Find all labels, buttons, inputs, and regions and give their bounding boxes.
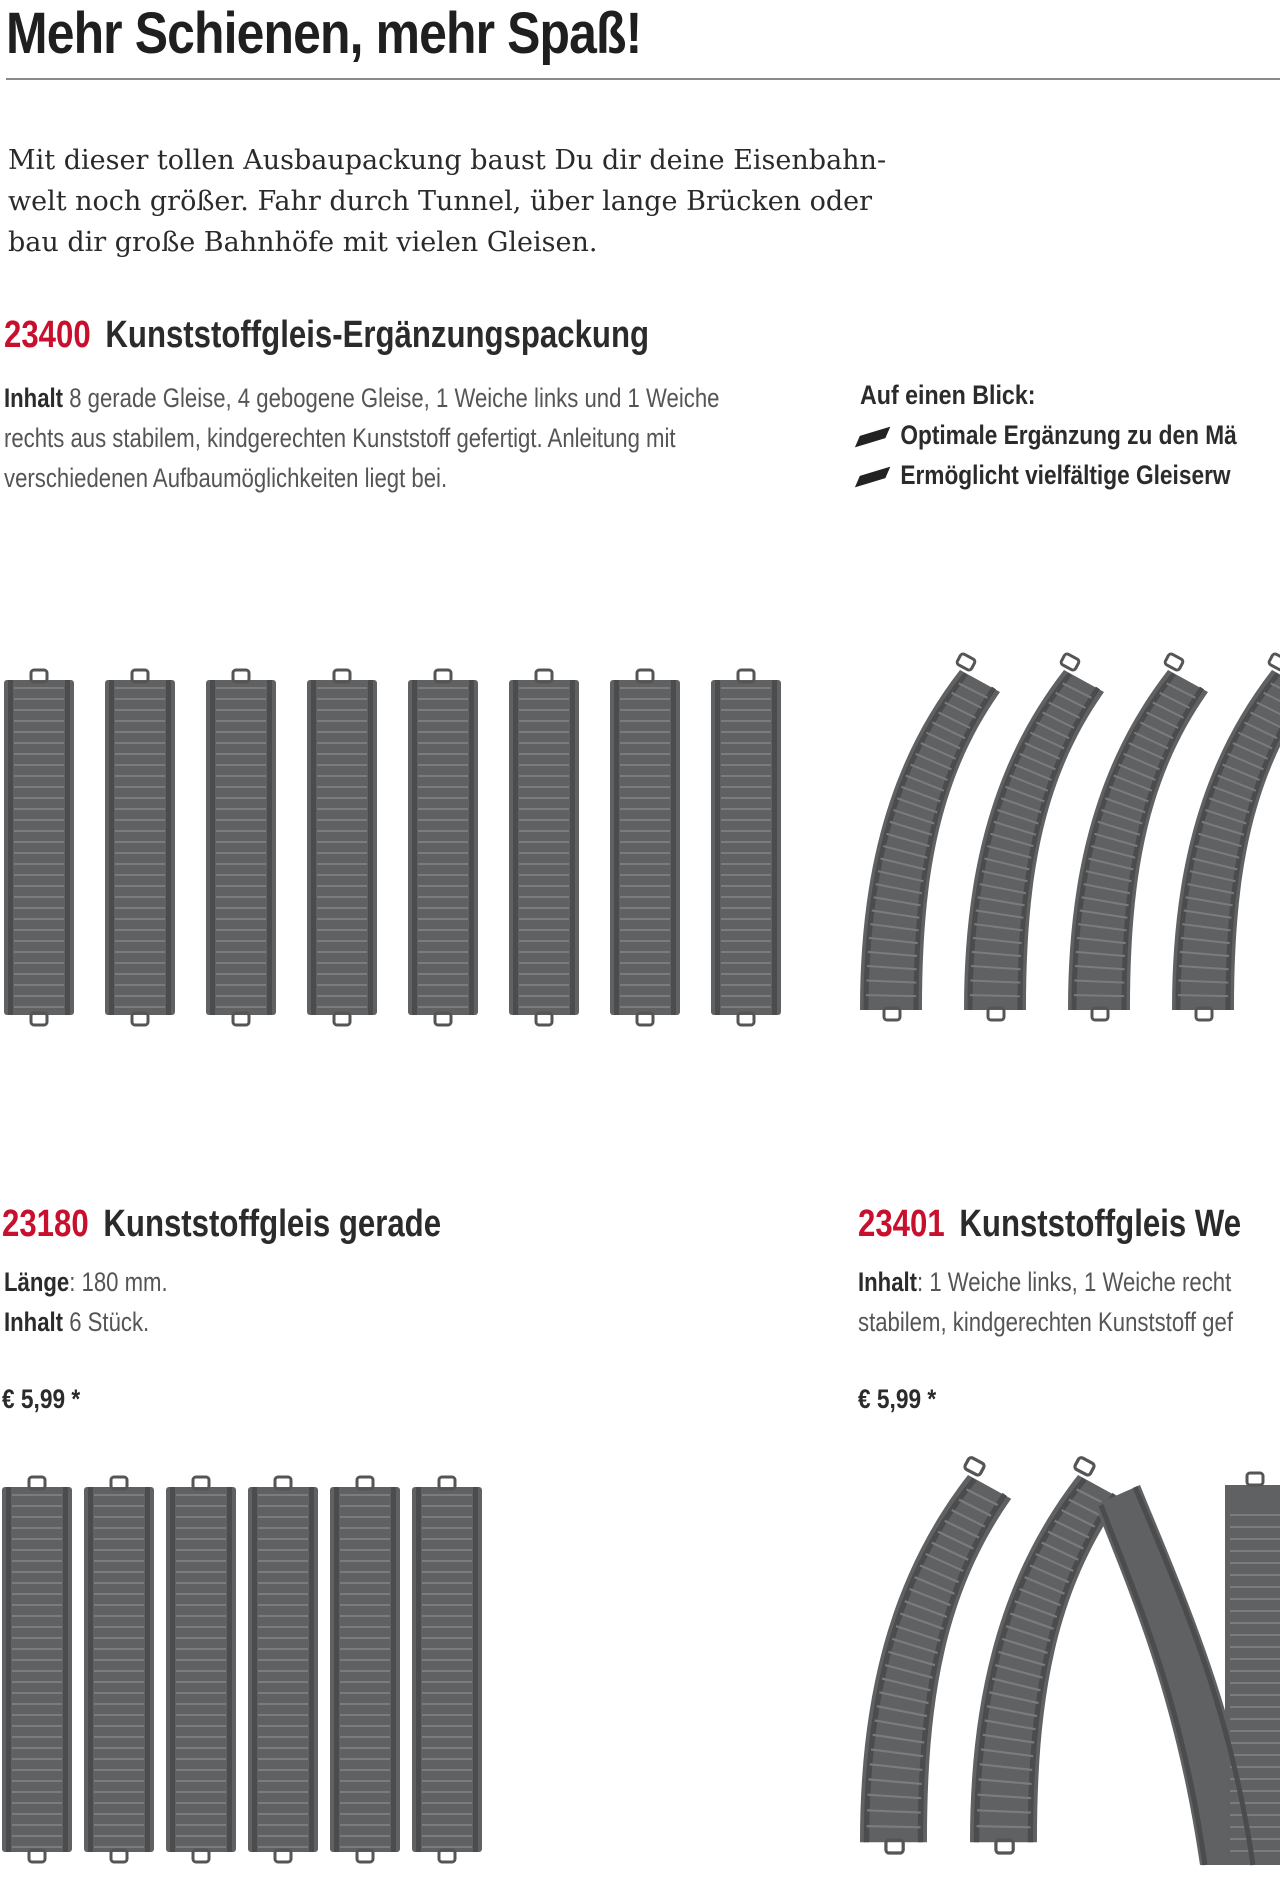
product-title-23180 bbox=[2, 1203, 441, 1246]
glance-item: Ermöglicht vielfältige Gleiserw bbox=[860, 460, 1231, 491]
product-description bbox=[858, 1262, 1233, 1342]
intro-line: bau dir große Bahnhöfe mit vielen Gleisen. bbox=[8, 227, 598, 258]
glance-item: Optimale Ergänzung zu den Mä bbox=[860, 420, 1237, 451]
straight-track-icon bbox=[412, 1477, 482, 1862]
curved-tracks-image bbox=[855, 650, 1280, 1040]
straight-track-icon bbox=[307, 670, 377, 1025]
straight-tracks-image bbox=[0, 660, 780, 1040]
bullet-icon bbox=[855, 427, 890, 448]
product-title-23401 bbox=[858, 1203, 1241, 1246]
product-name: Kunststoffgleis We bbox=[959, 1203, 1242, 1245]
straight-track-icon bbox=[84, 1477, 154, 1862]
switch-track-icon bbox=[1095, 1473, 1280, 1865]
description-line: stabilem, kindgerechten Kunststoff gef bbox=[858, 1307, 1233, 1337]
description-line: Inhalt 6 Stück. bbox=[4, 1307, 150, 1337]
straight-track-icon bbox=[2, 1477, 72, 1862]
straight-track-icon bbox=[509, 670, 579, 1025]
divider bbox=[6, 78, 1280, 80]
straight-track-icon bbox=[610, 670, 680, 1025]
product-name: Kunststoffgleis-Ergänzungspackung bbox=[105, 314, 650, 356]
product-number: 23401 bbox=[858, 1203, 945, 1245]
page-title: Mehr Schienen, mehr Spaß! bbox=[6, 1, 642, 66]
product-number: 23400 bbox=[4, 314, 91, 356]
description-line: rechts aus stabilem, kindgerechten Kunststoff gefertigt. Anleitung mit bbox=[4, 423, 676, 453]
bullet-icon bbox=[855, 467, 890, 488]
straight-track-icon bbox=[711, 670, 781, 1025]
description-line: Länge: 180 mm. bbox=[4, 1267, 168, 1297]
glance-heading: Auf einen Blick: bbox=[860, 380, 1036, 410]
straight-track-icon bbox=[248, 1477, 318, 1862]
switch-tracks-image bbox=[855, 1455, 1280, 1885]
product-name: Kunststoffgleis gerade bbox=[103, 1203, 442, 1245]
straight-tracks-image bbox=[0, 1465, 500, 1875]
intro-line: welt noch größer. Fahr durch Tunnel, über lange Brücken oder bbox=[8, 186, 873, 217]
straight-track-icon bbox=[105, 670, 175, 1025]
straight-track-icon bbox=[4, 670, 74, 1025]
straight-track-icon bbox=[330, 1477, 400, 1862]
description-line: verschiedenen Aufbaumöglichkeiten liegt bei. bbox=[4, 463, 448, 493]
straight-track-icon bbox=[408, 670, 478, 1025]
straight-track-icon bbox=[206, 670, 276, 1025]
description-label: Inhalt bbox=[4, 383, 64, 413]
intro-line: Mit dieser tollen Ausbaupackung baust Du dir deine Eisenbahn- bbox=[8, 145, 887, 176]
product-price: € 5,99 * bbox=[2, 1384, 81, 1414]
straight-track-icon bbox=[166, 1477, 236, 1862]
product-price: € 5,99 * bbox=[858, 1384, 937, 1414]
intro-text bbox=[8, 140, 887, 263]
product-title-23400 bbox=[4, 314, 649, 357]
description-line: Inhalt: 1 Weiche links, 1 Weiche recht bbox=[858, 1267, 1232, 1297]
product-description bbox=[4, 378, 719, 498]
product-description bbox=[4, 1262, 168, 1342]
description-line: Inhalt 8 gerade Gleise, 4 gebogene Gleise, 1 Weiche links und 1 Weiche bbox=[4, 383, 720, 413]
product-number: 23180 bbox=[2, 1203, 89, 1245]
